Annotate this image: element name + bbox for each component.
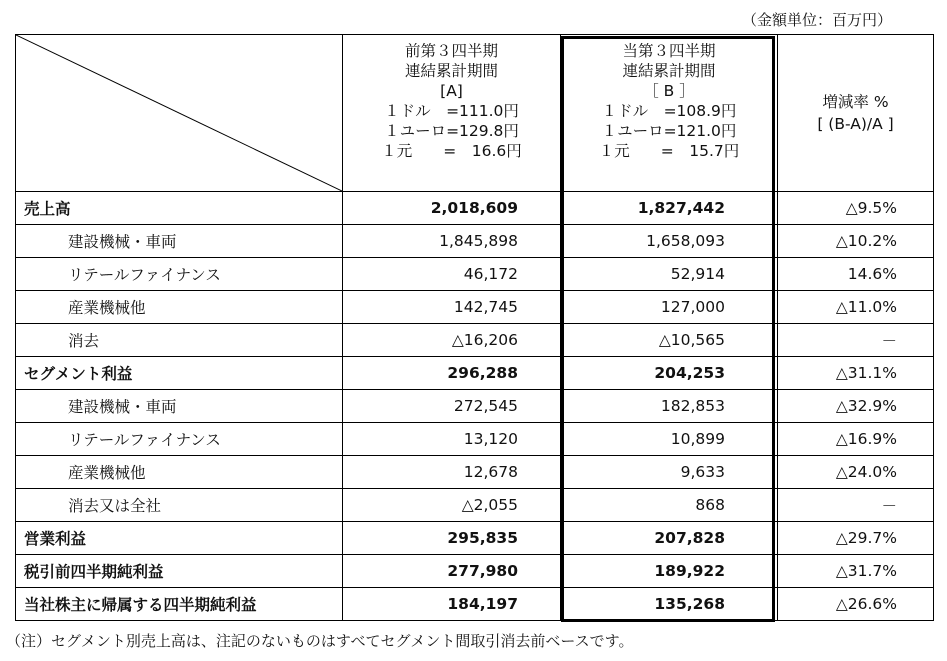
value-b: 1,827,442 — [561, 192, 778, 225]
value-a: 296,288 — [343, 357, 561, 390]
table-row-pretax-income — [16, 555, 934, 588]
change-rate: △11.0% — [778, 291, 934, 324]
value-a: 272,545 — [343, 390, 561, 423]
row-label: 売上高 — [16, 192, 343, 225]
value-b: 135,268 — [561, 588, 778, 621]
header-b-line: 当第３四半期 — [622, 42, 716, 60]
table-row — [16, 291, 934, 324]
footnote: （注）セグメント別売上高は、注記のないものはすべてセグメント間取引消去前ベースです。 — [6, 632, 634, 650]
value-a: 13,120 — [343, 423, 561, 456]
header-rate-line: 増減率 % — [822, 93, 889, 111]
table-row — [16, 390, 934, 423]
financial-table — [15, 34, 934, 621]
value-b: 52,914 — [561, 258, 778, 291]
row-label: 消去 — [16, 324, 343, 357]
value-b: 10,899 — [561, 423, 778, 456]
change-rate: △31.7% — [778, 555, 934, 588]
change-rate: △16.9% — [778, 423, 934, 456]
row-label: 産業機械他 — [16, 456, 343, 489]
value-b: 207,828 — [561, 522, 778, 555]
header-a-line: 連結累計期間 — [404, 62, 498, 80]
change-rate: △24.0% — [778, 456, 934, 489]
row-label: 税引前四半期純利益 — [16, 555, 343, 588]
row-label: 産業機械他 — [16, 291, 343, 324]
table-row — [16, 324, 934, 357]
value-a: 12,678 — [343, 456, 561, 489]
row-label: 当社株主に帰属する四半期純利益 — [16, 588, 343, 621]
value-a: 184,197 — [343, 588, 561, 621]
diagonal-line — [16, 35, 342, 191]
table-row — [16, 225, 934, 258]
header-row — [16, 35, 934, 192]
header-a-line: １ユーロ=129.8円 — [384, 122, 519, 140]
table-row — [16, 423, 934, 456]
table-row-sales — [16, 192, 934, 225]
value-a: 46,172 — [343, 258, 561, 291]
header-a-line: [A] — [440, 82, 463, 100]
table-row — [16, 456, 934, 489]
row-label: 営業利益 — [16, 522, 343, 555]
value-a: 1,845,898 — [343, 225, 561, 258]
header-b-line: １ドル =108.9円 — [601, 102, 737, 120]
change-rate: △10.2% — [778, 225, 934, 258]
header-a-line: １元 = 16.6円 — [381, 142, 522, 160]
change-rate: △9.5% — [778, 192, 934, 225]
change-rate: △26.6% — [778, 588, 934, 621]
row-label: 建設機械・車両 — [16, 225, 343, 258]
value-a: 277,980 — [343, 555, 561, 588]
value-a: △16,206 — [343, 324, 561, 357]
table-row-net-income — [16, 588, 934, 621]
row-label: リテールファイナンス — [16, 423, 343, 456]
value-b: 204,253 — [561, 357, 778, 390]
change-rate: △31.1% — [778, 357, 934, 390]
header-b-line: ［ B ］ — [643, 82, 695, 100]
row-label: セグメント利益 — [16, 357, 343, 390]
table-row — [16, 258, 934, 291]
header-rate-line: [ (B-A)/A ] — [817, 115, 894, 133]
row-label: リテールファイナンス — [16, 258, 343, 291]
row-label: 建設機械・車両 — [16, 390, 343, 423]
change-rate: △29.7% — [778, 522, 934, 555]
header-change-rate — [778, 35, 934, 192]
value-b: 1,658,093 — [561, 225, 778, 258]
change-rate: － — [778, 489, 934, 522]
value-a: 2,018,609 — [343, 192, 561, 225]
change-rate: 14.6% — [778, 258, 934, 291]
value-a: △2,055 — [343, 489, 561, 522]
change-rate: △32.9% — [778, 390, 934, 423]
header-b-line: １ユーロ=121.0円 — [601, 122, 737, 140]
header-b-line: 連結累計期間 — [622, 62, 716, 80]
header-prior-period — [343, 35, 561, 192]
table-row-segment-profit — [16, 357, 934, 390]
change-rate: － — [778, 324, 934, 357]
diagonal-header-cell — [16, 35, 343, 192]
header-b-line: １元 = 15.7円 — [598, 142, 740, 160]
value-b: 127,000 — [561, 291, 778, 324]
header-current-period — [561, 35, 778, 192]
table-row — [16, 489, 934, 522]
value-b: 182,853 — [561, 390, 778, 423]
row-label: 消去又は全社 — [16, 489, 343, 522]
table-row-operating-income — [16, 522, 934, 555]
value-b: 189,922 — [561, 555, 778, 588]
value-a: 142,745 — [343, 291, 561, 324]
value-b: 868 — [561, 489, 778, 522]
value-b: △10,565 — [561, 324, 778, 357]
unit-note: （金額単位：百万円） — [741, 11, 892, 29]
header-a-line: 前第３四半期 — [404, 42, 498, 60]
value-a: 295,835 — [343, 522, 561, 555]
value-b: 9,633 — [561, 456, 778, 489]
header-a-line: １ドル =111.0円 — [384, 102, 519, 120]
